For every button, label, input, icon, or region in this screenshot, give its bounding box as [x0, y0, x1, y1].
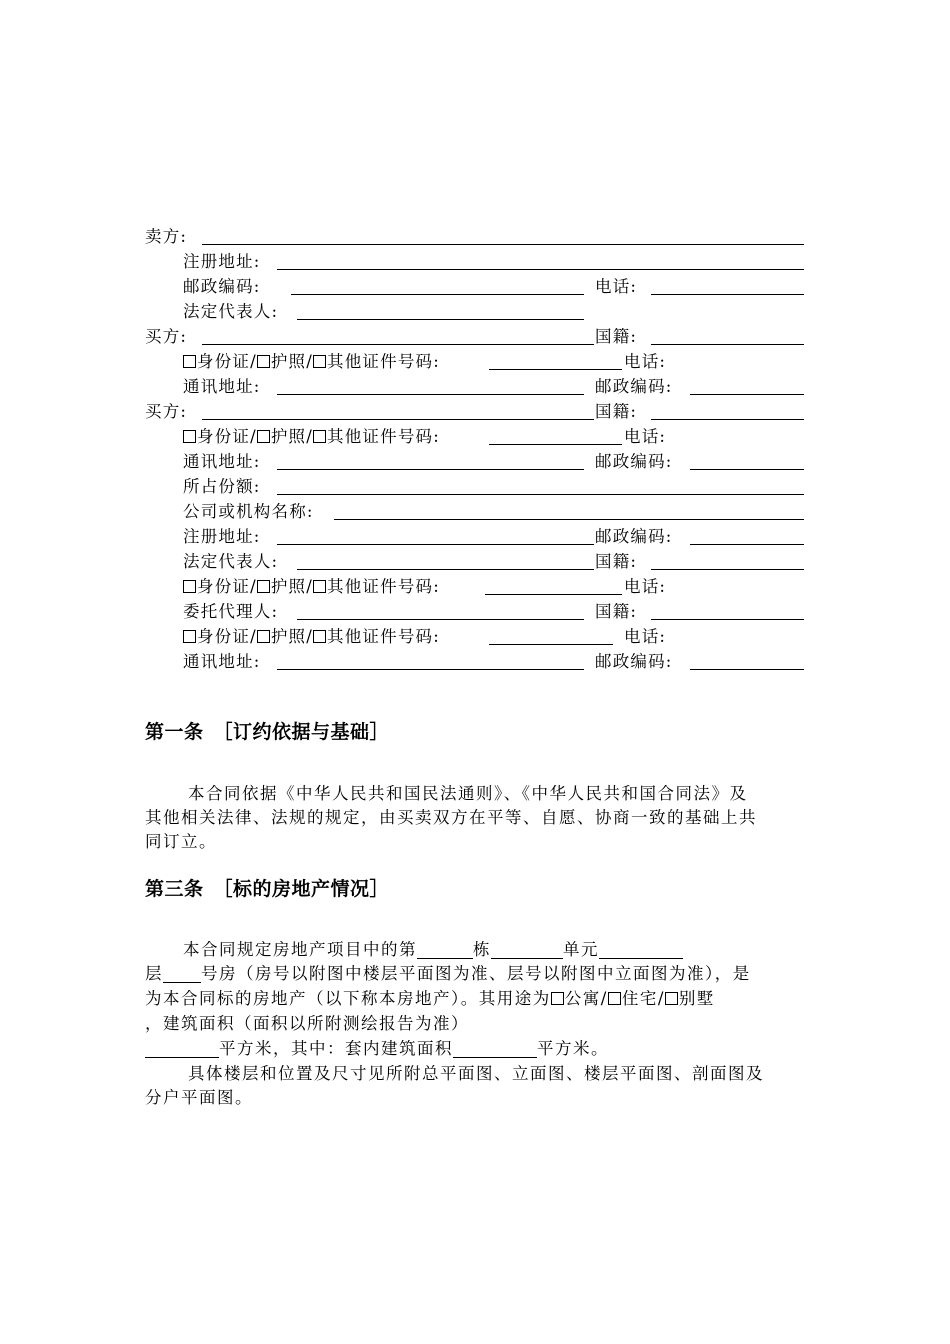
buyer2-share-field[interactable] — [277, 494, 804, 495]
other-id-checkbox[interactable] — [313, 355, 326, 368]
buyer2-share-label: 所占份额: — [183, 477, 261, 496]
passport-text: 护照/ — [270, 427, 314, 446]
agent-address-label: 通讯地址: — [183, 652, 261, 671]
agent-address-field[interactable] — [277, 669, 584, 670]
buyer1-postcode-field[interactable] — [690, 394, 804, 395]
company-name-row — [0, 500, 950, 524]
agent-postcode-field[interactable] — [690, 669, 804, 670]
passport-checkbox[interactable] — [257, 430, 270, 443]
article3-line-5 — [145, 1037, 609, 1062]
seller-reg-address-label: 注册地址: — [183, 252, 261, 271]
building-area-field[interactable] — [145, 1039, 219, 1058]
other-id-text: 其他证件号码: — [327, 352, 440, 371]
agent-row — [0, 600, 950, 624]
villa-checkbox[interactable] — [665, 992, 678, 1005]
buyer2-share-row — [0, 475, 950, 499]
id-card-text: 身份证/ — [197, 352, 257, 371]
seller-postcode-field[interactable] — [291, 294, 584, 295]
id-card-text: 身份证/ — [197, 627, 257, 646]
legal-rep-id-number-field[interactable] — [485, 594, 622, 595]
buyer1-phone-label: 电话: — [624, 352, 667, 371]
company-name-label: 公司或机构名称: — [183, 502, 314, 521]
agent-nationality-field[interactable] — [651, 619, 804, 620]
article3-line-4: ，建筑面积（面积以所附测绘报告为准） — [145, 1014, 469, 1033]
buyer2-address-label: 通讯地址: — [183, 452, 261, 471]
floor-number-field[interactable] — [599, 940, 683, 959]
company-legal-rep-label: 法定代表人: — [183, 552, 279, 571]
company-reg-address-label: 注册地址: — [183, 527, 261, 546]
id-card-text: 身份证/ — [197, 577, 257, 596]
buyer2-nationality-field[interactable] — [651, 419, 804, 420]
other-id-text: 其他证件号码: — [327, 427, 440, 446]
other-id-checkbox[interactable] — [313, 580, 326, 593]
seller-row — [0, 225, 950, 249]
article1-heading: 第一条 ［订约依据与基础］ — [145, 721, 390, 743]
unit-number-field[interactable] — [491, 940, 563, 959]
passport-checkbox[interactable] — [257, 355, 270, 368]
buyer2-name-field[interactable] — [202, 419, 594, 420]
room-number-field[interactable] — [163, 964, 201, 983]
villa-text: 别墅 — [678, 989, 715, 1008]
agent-id-number-field[interactable] — [489, 644, 613, 645]
area-unit-text: 平方米。 — [537, 1039, 609, 1058]
article3-heading: 第三条 ［标的房地产情况］ — [145, 878, 390, 900]
other-id-checkbox[interactable] — [313, 430, 326, 443]
company-nationality-label: 国籍: — [595, 552, 638, 571]
seller-phone-label: 电话: — [595, 277, 638, 296]
company-legal-rep-field[interactable] — [297, 569, 594, 570]
legal-rep-id-label — [183, 575, 440, 599]
article3-line-1 — [183, 938, 683, 963]
passport-text: 护照/ — [270, 627, 314, 646]
agent-postcode-label: 邮政编码: — [595, 652, 673, 671]
buyer2-row — [0, 400, 950, 424]
other-id-text: 其他证件号码: — [327, 577, 440, 596]
buyer2-postcode-field[interactable] — [690, 469, 804, 470]
seller-reg-address-row — [0, 250, 950, 274]
buyer2-label: 买方: — [145, 402, 188, 421]
id-card-checkbox[interactable] — [183, 580, 196, 593]
floor-suffix: 层 — [145, 964, 163, 983]
article3-line-3 — [145, 987, 715, 1012]
id-card-text: 身份证/ — [197, 427, 257, 446]
agent-field[interactable] — [297, 619, 584, 620]
seller-name-field[interactable] — [202, 244, 804, 245]
buyer1-id-row — [0, 350, 950, 374]
seller-postcode-label: 邮政编码: — [183, 277, 261, 296]
article3-line-7: 分户平面图。 — [145, 1088, 253, 1107]
buyer1-id-label — [183, 350, 440, 374]
agent-phone-label: 电话: — [624, 627, 667, 646]
other-id-checkbox[interactable] — [313, 630, 326, 643]
buyer2-address-field[interactable] — [277, 469, 584, 470]
buyer2-phone-label: 电话: — [624, 427, 667, 446]
buyer1-name-field[interactable] — [202, 344, 594, 345]
passport-checkbox[interactable] — [257, 630, 270, 643]
seller-legal-rep-row — [0, 300, 950, 324]
seller-phone-field[interactable] — [651, 294, 804, 295]
company-nationality-field[interactable] — [651, 569, 804, 570]
article1-line-3: 同订立。 — [145, 832, 217, 851]
company-postcode-field[interactable] — [690, 544, 804, 545]
company-postcode-label: 邮政编码: — [595, 527, 673, 546]
room-text: 号房（房号以附图中楼层平面图为准、层号以附图中立面图为准），是 — [201, 964, 751, 983]
other-id-text: 其他证件号码: — [327, 627, 440, 646]
agent-id-label — [183, 625, 440, 649]
passport-checkbox[interactable] — [257, 580, 270, 593]
company-reg-address-row — [0, 525, 950, 549]
buyer2-address-row — [0, 450, 950, 474]
buyer1-postcode-label: 邮政编码: — [595, 377, 673, 396]
company-name-field[interactable] — [334, 519, 804, 520]
buyer1-address-field[interactable] — [277, 394, 584, 395]
passport-text: 护照/ — [270, 352, 314, 371]
buyer2-id-label — [183, 425, 440, 449]
building-suffix: 栋 — [473, 940, 491, 959]
residence-text: 住宅/ — [621, 989, 665, 1008]
agent-nationality-label: 国籍: — [595, 602, 638, 621]
buyer2-postcode-label: 邮政编码: — [595, 452, 673, 471]
passport-text: 护照/ — [270, 577, 314, 596]
seller-legal-rep-label: 法定代表人: — [183, 302, 279, 321]
buyer1-nationality-field[interactable] — [651, 344, 804, 345]
id-card-checkbox[interactable] — [183, 430, 196, 443]
area-text: 平方米，其中：套内建筑面积 — [219, 1039, 453, 1058]
seller-reg-address-field[interactable] — [277, 269, 804, 270]
article1-line-2: 其他相关法律、法规的规定，由买卖双方在平等、自愿、协商一致的基础上共 — [145, 808, 757, 827]
usage-text: 为本合同标的房地产（以下称本房地产）。其用途为 — [145, 989, 551, 1008]
company-legal-rep-row — [0, 550, 950, 574]
buyer2-id-number-field[interactable] — [489, 444, 622, 445]
apartment-checkbox[interactable] — [551, 992, 564, 1005]
building-prefix: 本合同规定房地产项目中的第 — [183, 940, 417, 959]
buyer2-nationality-label: 国籍: — [595, 402, 638, 421]
seller-postcode-row — [0, 275, 950, 299]
company-reg-address-field[interactable] — [277, 544, 594, 545]
buyer1-nationality-label: 国籍: — [595, 327, 638, 346]
unit-suffix: 单元 — [563, 940, 599, 959]
inner-area-field[interactable] — [453, 1039, 537, 1058]
residence-checkbox[interactable] — [608, 992, 621, 1005]
seller-label: 卖方: — [145, 227, 188, 246]
article3-line-6: 具体楼层和位置及尺寸见所附总平面图、立面图、楼层平面图、剖面图及 — [188, 1064, 764, 1083]
buyer2-id-row — [0, 425, 950, 449]
id-card-checkbox[interactable] — [183, 355, 196, 368]
article1-line-1: 本合同依据《中华人民共和国民法通则》、《中华人民共和国合同法》及 — [188, 784, 748, 803]
agent-id-row — [0, 625, 950, 649]
buyer1-label: 买方: — [145, 327, 188, 346]
legal-rep-phone-label: 电话: — [624, 577, 667, 596]
apartment-text: 公寓/ — [564, 989, 608, 1008]
building-number-field[interactable] — [417, 940, 473, 959]
agent-address-row — [0, 650, 950, 674]
buyer1-address-label: 通讯地址: — [183, 377, 261, 396]
id-card-checkbox[interactable] — [183, 630, 196, 643]
buyer1-row — [0, 325, 950, 349]
agent-label: 委托代理人: — [183, 602, 279, 621]
seller-legal-rep-field[interactable] — [297, 319, 584, 320]
legal-rep-id-row — [0, 575, 950, 599]
buyer1-address-row — [0, 375, 950, 399]
article3-line-2 — [145, 962, 751, 987]
buyer1-id-number-field[interactable] — [489, 369, 622, 370]
